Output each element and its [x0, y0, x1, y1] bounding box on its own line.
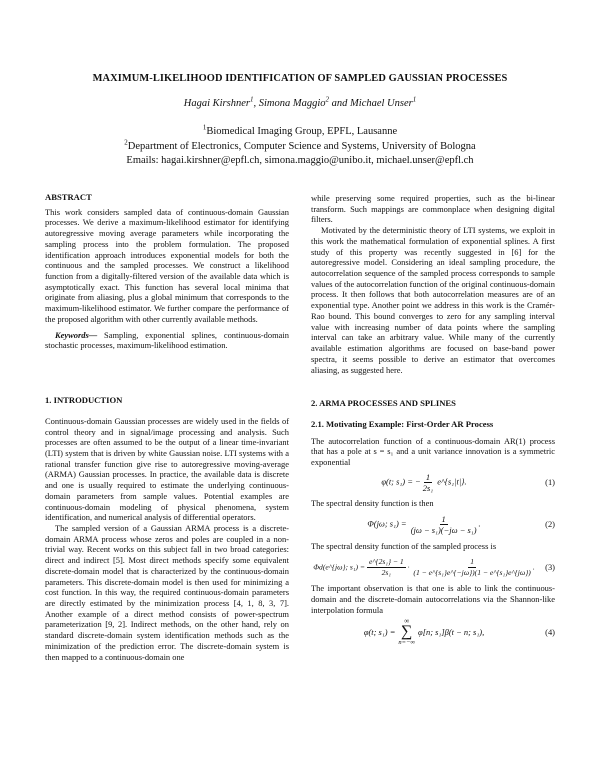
affiliation-2: $^2$Department of Electronics, Computer Science and Systems, University of Bologna [124, 138, 476, 152]
equation-number: (1) [545, 477, 555, 488]
right-paragraph-2: Motivated by the deterministic theory of LTI systems, we exploit in this work the mathematical formulation of exponential splines. A first study of this property was recently suggested in [6] for the autoregressive model. Considering an ideal sampling procedure, the autocorrelation sequence of the sampled process corresponds to sample values of the autocorrelation function of the original continuous-domain process. It then follows that both autocorrelation measures are of an exponential type. Another point we address in this work is the Cramér-Rao bound. This bound converges to zero for any sampling interval value with increasing number of data points where the sampling interval can take an arbitrary value. While many of the currently available estimation algorithms are focused on base-band power spectra, it seems possible to derive an estimator that overcomes aliasing, as suggested here. [311, 225, 555, 375]
author-name: Simona Maggio [258, 98, 326, 109]
author-separator: and [329, 98, 351, 109]
author-separator: , [253, 98, 259, 109]
subsection-2-1-heading: 2.1. Motivating Example: First-Order AR Process [311, 418, 494, 429]
intro-paragraph-2: The sampled version of a Gaussian ARMA process is a discrete-domain ARMA process whose zeros and poles are coupled in a non-trivial way. Recent works on this subject fall in two broad categories: direct and indirect [5]. Most direct methods specify some equivalent discrete-domain model that is characterized by the continuous-domain parameters. This discrete-domain model is then used for minimizing a cost function. In this way, the required continuous-domain parameters are directly estimated by the minimization process [4, 1, 8, 3, 7]. Another example of a direct method consists of power-spectrum parameterization [9, 2]. Indirect methods, on the other hand, rely on standard discrete-domain system identification methods such as the minimization of the prediction error. The discrete-domain system is then mapped to a continuous-domain one [45, 522, 289, 662]
intro-paragraph-1: Continuous-domain Gaussian processes are widely used in the fields of control theory and in signal/image processing and analysis. Such processes are often assumed to be the output of a linear time-invariant (LTI) system that is driven by white Gaussian noise. LTI systems with a rational transfer function give rise to autoregressive moving-average (ARMA) Gaussian processes. In practice, the available data is discrete and one is usually required to estimate the underlying continuous-domain parameters from sample values. Potential examples are continuous-domain modeling of physical phenomena, system identification, and numerical analysis of differential operators. [45, 415, 289, 523]
keywords [45, 330, 289, 351]
right-paragraph-6: The important observation is that one is able to link the continuous-domain and the discrete-domain autocorrelations via the Shannon-like interpolation formula [311, 583, 555, 615]
keywords-text: Sampling, exponential splines, continuous-domain stochastic processes, maximum-likelihood estimation. [45, 329, 289, 351]
abstract-heading: ABSTRACT [45, 192, 92, 202]
author-name: Hagai Kirshner [183, 98, 250, 109]
author-affil-marker: 1 [412, 95, 417, 104]
equation-number: (3) [545, 561, 555, 572]
abstract-text: This work considers sampled data of continuous-domain Gaussian processes. We derive a maximum-likelihood estimator for identifying autoregressive moving average parameters while incorporating the sampling process into the problem formulation. The proposed identification approach introduces exponential models for both the continuous and the sampled processes. We construct a likelihood function from a digitally-filtered version of the available data which is asymptotically exact. This function has several local minima that originate from aliasing, plus a global minimum that corresponds to the maximum-likelihood estimator. We further compare the performance of the proposed algorithm with other currently available methods. [45, 206, 289, 324]
author-name: Michael Unser [350, 98, 413, 109]
section-2-heading: 2. ARMA PROCESSES AND SPLINES [311, 398, 456, 409]
right-paragraph-5: The spectral density function of the sampled process is [311, 540, 497, 551]
equation-1: φ(t; s₁) = − $\frac{1}{\text{2s₁}}$ e^{s₁|t|}. (1) [381, 472, 555, 494]
right-paragraph-4: The spectral density function is then [311, 497, 434, 508]
keywords-label: Keywords— [55, 329, 98, 340]
affiliation-1: $^1$Biomedical Imaging Group, EPFL, Lausanne [202, 123, 398, 137]
equation-number: (4) [545, 627, 555, 638]
author-line [40, 95, 560, 109]
equation-number: (2) [545, 519, 555, 530]
right-column [311, 193, 555, 649]
affiliations [40, 125, 560, 169]
author-affil-marker: 1 [249, 95, 254, 104]
author-emails: Emails: hagai.kirshner@epfl.ch, simona.maggio@unibo.it, michael.unser@epfl.ch [126, 155, 474, 166]
equation-4: φ(t; s₁) = ∞ ∑ n=−∞ φ[n; s₁]β(t − n; s₁), (4) [363, 617, 555, 647]
left-column [45, 192, 289, 662]
equation-3: Φd(e^{jω}; s₁) = $\frac{\text{e\textasciicircum{}\{2s₁\} − 1}}{\text{2s₁}}$ · $\frac{1}{\text{(1 − e\textasciicircum{}\{s₁\}e\textasciicircum{}\{−jω\})(1 − e\textasciicircum{}\{s₁\}e\textasciicircum{}\{jω\})}}$ . (3) [313, 556, 555, 577]
summation: ∞ ∑ n=−∞ [398, 617, 416, 647]
author-affil-marker: 2 [325, 95, 330, 104]
equation-2: Φ(jω; s₁) = $\frac{1}{\text{(jω − s₁)(−jω − s₁)}}$ . (2) [367, 514, 555, 536]
right-paragraph-3: The autocorrelation function of a continuous-domain AR(1) process that has a pole at s = s₁ and a unit variance innovation is a symmetric exponential [311, 435, 555, 468]
right-paragraph-1: while preserving some required properties, such as the bi-linear transform. Such mappings are commonplace when designing digital filters. [311, 193, 555, 225]
paper-title: MAXIMUM-LIKELIHOOD IDENTIFICATION OF SAMPLED GAUSSIAN PROCESSES [92, 73, 508, 84]
intro-heading: 1. INTRODUCTION [45, 395, 123, 406]
